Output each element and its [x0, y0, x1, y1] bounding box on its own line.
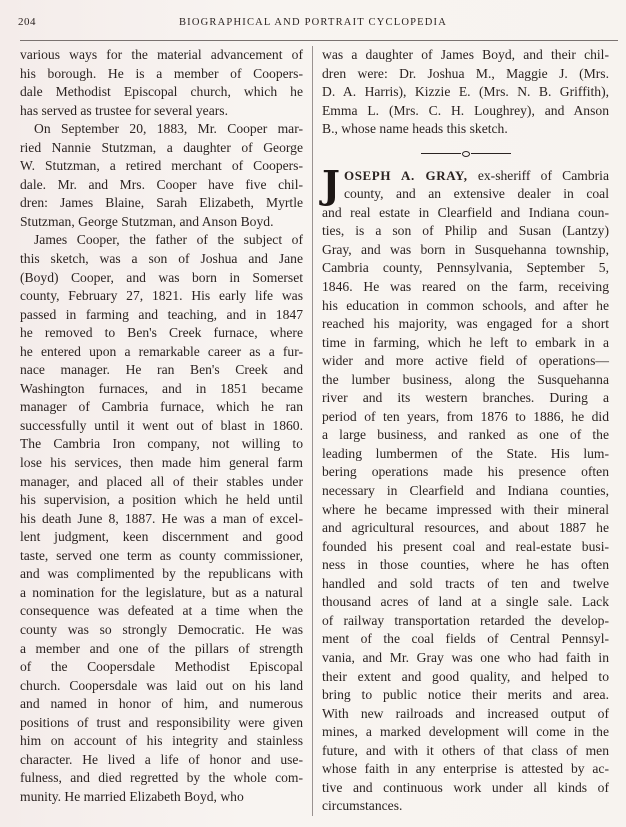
paragraph-marriage: [20, 120, 303, 231]
text-line: a large business, and ranked as one of the: [322, 427, 609, 443]
text-line: of railway transportation retarded the develop-: [322, 612, 609, 628]
text-line: river and its western branches. During a: [322, 390, 609, 406]
biography-joseph-gray: [322, 161, 609, 816]
text-line: nace manager. He ran Ben's Creek and: [20, 362, 303, 378]
text-line: dale Methodist Episcopal church, which he: [20, 84, 303, 100]
text-line: a member and one of the pillars of strength: [20, 640, 303, 656]
text-line: him on account of his integrity and stainless: [20, 733, 303, 749]
text-line: whose faith in any enterprise is attested by ac-: [322, 761, 609, 777]
text-line: bering operations made his presence often: [322, 464, 609, 480]
ornament-dot: [462, 151, 470, 157]
ornament-bar: [421, 153, 461, 154]
text-line: passed in farming and teaching, and in 1847: [20, 306, 303, 322]
text-line: thousand acres of land at a single sale. Lack: [322, 594, 609, 610]
text-line: bring to public notice their merits and area.: [322, 687, 609, 703]
text-line: vania, and Mr. Gray was one who had faith in: [322, 649, 609, 665]
section-ornament: [322, 141, 609, 167]
text-line: successfully until it went out of blast in 1860.: [20, 417, 303, 433]
text-line: ness in those counties, where he has often: [322, 557, 609, 573]
column-divider: [312, 46, 313, 816]
text-line: Gray, and was born in Susquehanna township,: [322, 241, 609, 257]
paragraph-borough: [20, 46, 303, 120]
text-line: Washington furnaces, and in 1851 became: [20, 380, 303, 396]
text-line: Stutzman, George Stutzman, and Anson Boyd.: [20, 213, 274, 229]
text-line: manager, and placed all of their stables under: [20, 473, 303, 489]
text-line: various ways for the material advancement of: [20, 47, 303, 62]
text-line: circumstances.: [322, 798, 403, 814]
text-line: necessary in Clearfield and Indiana counties,: [322, 483, 609, 499]
header-rule: [20, 40, 618, 41]
running-title: BIOGRAPHICAL AND PORTRAIT CYCLOPEDIA: [178, 17, 448, 28]
text-line: he removed to Ben's Creek furnace, where: [20, 325, 303, 341]
text-line: lent judgment, keen discernment and good: [20, 529, 303, 545]
text-line: county, and an extensive dealer in coal: [343, 186, 609, 202]
text-line: and real estate in Clearfield and Indiana coun-: [322, 204, 609, 220]
text-line: he entered upon a remarkable career as a fur-: [20, 343, 303, 359]
text-line: fulness, and died regretted by the whole com-: [20, 770, 303, 786]
text-line: W. Stutzman, a retired merchant of Coopers-: [20, 158, 303, 174]
text-line: The Cambria Iron company, not willing to: [20, 436, 303, 452]
page-header: [12, 14, 614, 34]
text-line: James Cooper, the father of the subject of: [34, 232, 303, 248]
text-line: Emma L. (Mrs. C. H. Loughrey), and Anson: [322, 102, 609, 118]
text-line: ties, is a son of Philip and Susan (Lantzy): [322, 223, 609, 239]
right-column: [322, 46, 609, 816]
text-line: of the Coopersdale Methodist Episcopal: [20, 659, 303, 675]
text-line: his death June 8, 1887. He was a man of excel-: [20, 510, 303, 526]
text-line: his borough. He is a member of Coopers-: [20, 65, 303, 81]
text-line: consequence was defeated at a time when the: [20, 603, 303, 619]
ornament-bar: [471, 153, 511, 154]
text-line: county, February 27, 1821. His early life was: [20, 288, 303, 304]
text-line: wider and more active field of operations—: [322, 353, 609, 369]
left-column: [20, 46, 303, 806]
text-line: positions of trust and responsibility were given: [20, 714, 303, 730]
text-line: his supervision, a position which he held until: [20, 492, 303, 508]
text-line: and named in honor of him, and numerous: [20, 696, 303, 712]
text-line: future, and with it others of that class of men: [322, 742, 609, 758]
text-line: his education in common schools, and after he: [322, 297, 609, 313]
text-line: character. He lived a life of honor and use-: [20, 751, 303, 767]
text-line: reached his majority, was engaged for a short: [322, 316, 609, 332]
paragraph-james-cooper: [20, 231, 303, 806]
text-line: ried Nannie Stutzman, a daughter of George: [20, 139, 303, 155]
page-number: 204: [18, 16, 36, 28]
text-line: this sketch, was a son of Joshua and Jane: [20, 251, 303, 267]
text-line: leading lumbermen of the State. His lum-: [322, 445, 609, 461]
text-line: founded his present coal and real-estate busi-: [322, 538, 609, 554]
text-line: lose his services, then made him general farm: [20, 455, 303, 471]
text-line: D. A. Harris), Kizzie E. (Mrs. N. B. Griffith),: [322, 84, 609, 100]
text-line: manager of Cambria furnace, which he ran: [20, 399, 303, 415]
text-line: OSEPH A. GRAY, ex-sheriff of Cambria: [343, 167, 609, 183]
text-line: the lumber business, along the Susquehanna: [322, 371, 609, 387]
paragraph-children: [322, 46, 609, 139]
subject-name: OSEPH A. GRAY,: [343, 167, 468, 183]
text-line: handled and sold tracts of ten and twelve: [322, 575, 609, 591]
text-line: where he became impressed with their mineral: [322, 501, 609, 517]
text-line: has served as trustee for several years.: [20, 102, 228, 118]
text-line: taste, served one term as county commissioner,: [20, 547, 303, 563]
text-line: church. Coopersdale was laid out on his land: [20, 677, 303, 693]
text-line: tive and continuous work under all kinds of: [322, 779, 609, 795]
text-line: period of ten years, from 1876 to 1886, he did: [322, 408, 609, 424]
drop-cap: J: [322, 161, 340, 207]
text-line: ment of the coal fields of Central Pennsyl-: [322, 631, 609, 647]
text-line: (Boyd) Cooper, and was born in Somerset: [20, 269, 303, 285]
text-line: county was so strongly Democratic. He was: [20, 621, 303, 637]
text-line: dren were: Dr. Joshua M., Maggie J. (Mrs.: [322, 65, 609, 81]
text-line: time in farming, which he left to embark in a: [322, 334, 609, 350]
text-line: dale. Mr. and Mrs. Cooper have five chil-: [20, 176, 303, 192]
text-line: and was complimented by the republicans with: [20, 566, 303, 582]
text-line: a nomination for the legislature, but as a natural: [20, 584, 303, 600]
text-line: On September 20, 1883, Mr. Cooper mar-: [34, 121, 303, 137]
text-line: munity. He married Elizabeth Boyd, who: [20, 788, 244, 804]
text-line: B., whose name heads this sketch.: [322, 121, 508, 137]
text-line: mines, a marked development will come in the: [322, 724, 609, 740]
text-line: and agricultural resources, and about 1887 he: [322, 520, 609, 536]
text-line: was a daughter of James Boyd, and their chil-: [322, 47, 609, 62]
text-line: their extent and good quality, and helped to: [322, 668, 609, 684]
text-line: Cambria county, Pennsylvania, September 5,: [322, 260, 609, 276]
paragraph-gray-body: [322, 204, 609, 816]
text-line: dren: James Blaine, Sarah Elizabeth, Myrtle: [20, 195, 303, 211]
text-line: 1846. He was reared on the farm, receiving: [322, 279, 609, 295]
text-line: With new railroads and increased output of: [322, 705, 609, 721]
